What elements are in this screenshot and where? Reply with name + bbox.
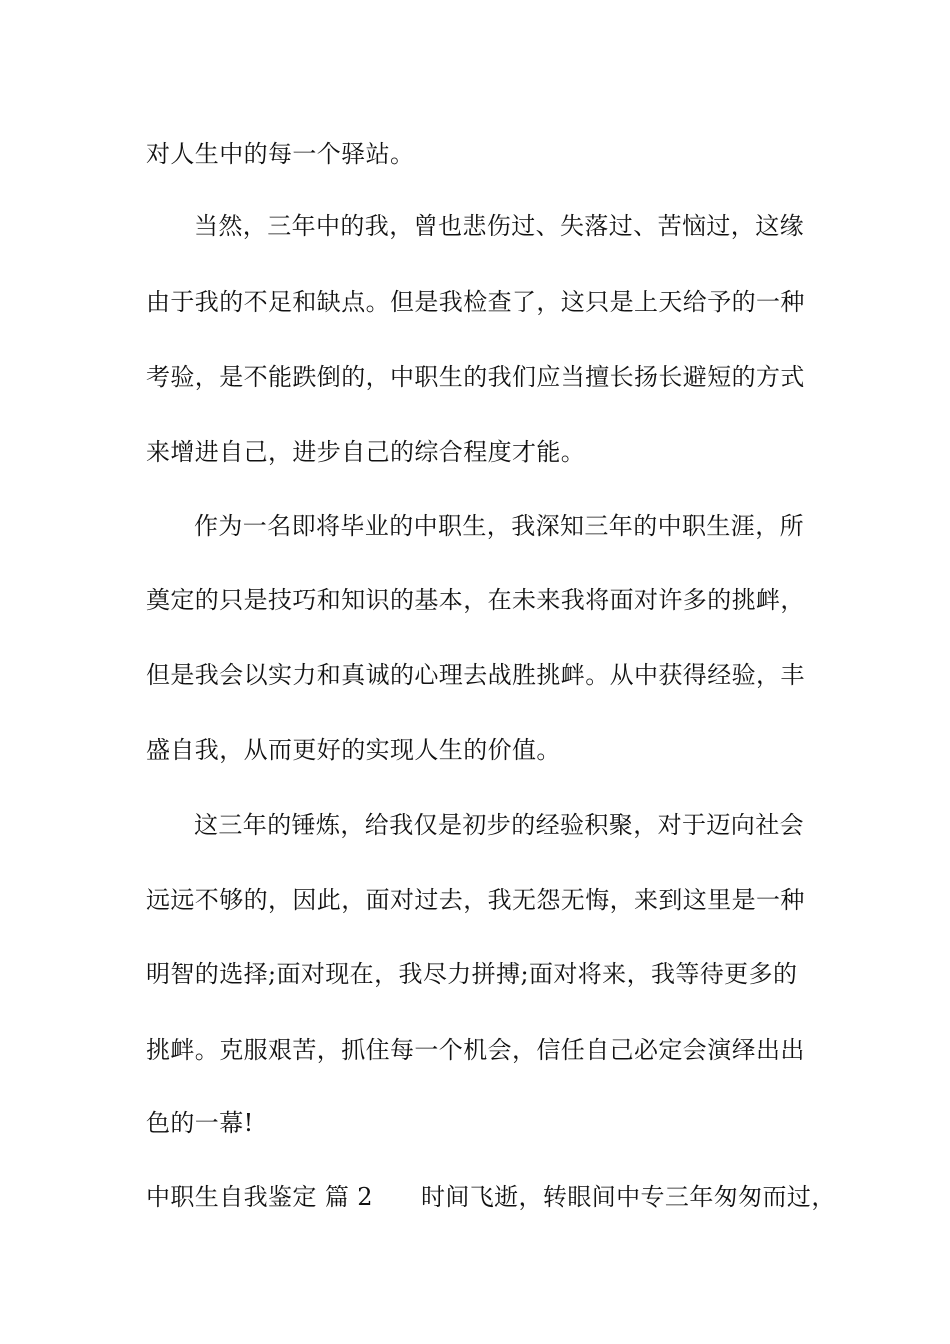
text-line: 盛自我，从而更好的实现人生的价值。 [146,736,561,764]
section-first-line: 时间飞逝，转眼间中专三年匆匆而过， [420,1183,836,1211]
text-line: 挑衅。克服艰苦，抓住每一个机会，信任自己必定会演绎出出 [146,1036,805,1064]
text-line: 明智的选择;面对现在，我尽力拼搏;面对将来，我等待更多的 [146,960,798,988]
text-line: 考验，是不能跌倒的，中职生的我们应当擅长扬长避短的方式 [146,363,805,391]
text-line: 对人生中的每一个驿站。 [146,140,415,168]
text-line: 但是我会以实力和真诚的心理去战胜挑衅。从中获得经验，丰 [146,661,805,689]
section-title: 中职生自我鉴定 篇 2 [146,1183,373,1211]
text-line: 奠定的只是技巧和知识的基本，在未来我将面对许多的挑衅， [146,586,805,614]
text-line: 色的一幕! [146,1109,254,1137]
text-line: 作为一名即将毕业的中职生，我深知三年的中职生涯，所 [194,512,804,540]
text-line: 远远不够的，因此，面对过去，我无怨无悔，来到这里是一种 [146,886,805,914]
section-heading-row [146,1177,836,1217]
text-line: 由于我的不足和缺点。但是我检查了，这只是上天给予的一种 [146,288,805,316]
text-line: 来增进自己，进步自己的综合程度才能。 [146,438,586,466]
text-line: 当然，三年中的我，曾也悲伤过、失落过、苦恼过，这缘 [194,212,804,240]
text-line: 这三年的锤炼，给我仅是初步的经验积聚，对于迈向社会 [194,811,804,839]
